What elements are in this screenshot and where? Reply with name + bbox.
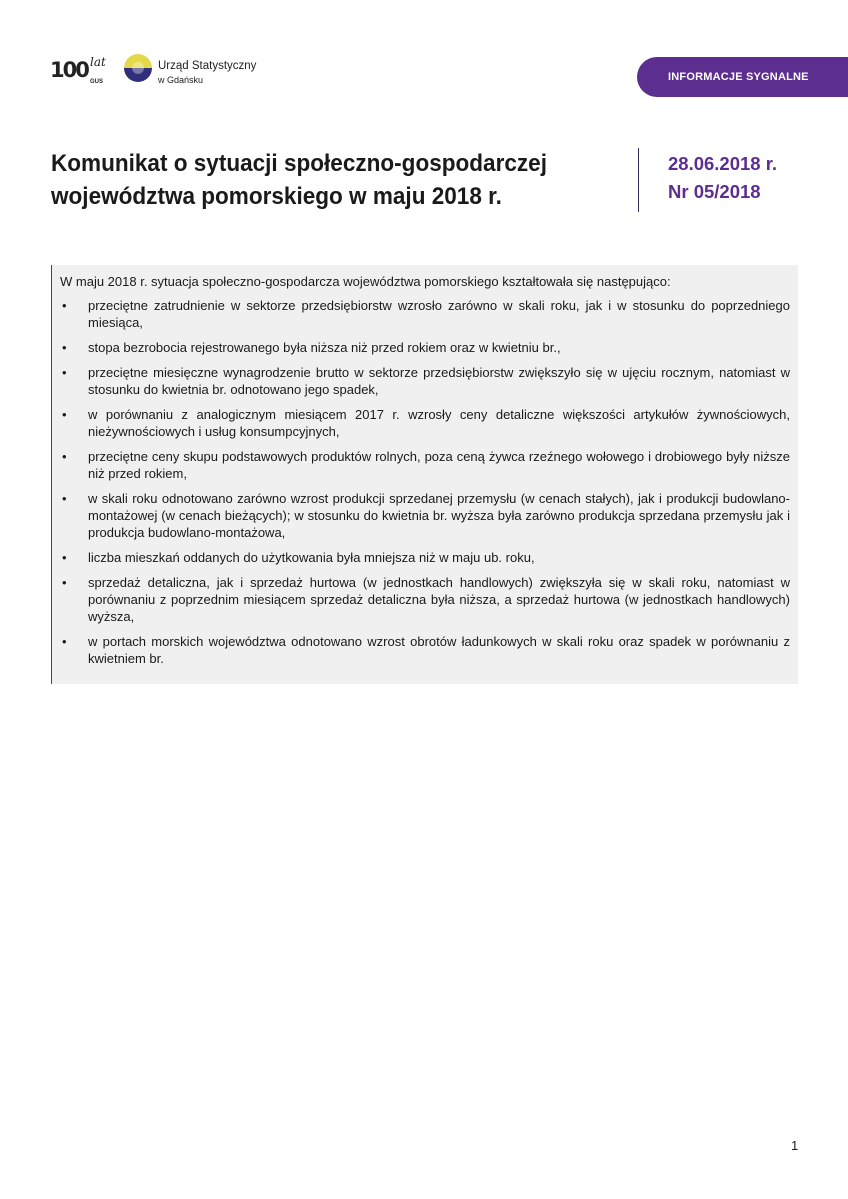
list-item [60, 448, 790, 482]
bullet-icon: • [62, 449, 67, 464]
office-emblem-icon [123, 53, 153, 83]
publication-number: Nr 05/2018 [668, 181, 761, 202]
bullet-icon: • [62, 550, 67, 565]
list-item [60, 574, 790, 625]
list-item [60, 297, 790, 331]
information-type-badge: INFORMACJE SYGNALNE [637, 57, 848, 97]
list-item [60, 490, 790, 541]
office-name: Urząd Statystyczny [158, 60, 257, 72]
title-divider [638, 148, 639, 212]
list-item [60, 549, 790, 566]
page-number: 1 [791, 1138, 799, 1153]
summary-box [51, 265, 798, 684]
document-title [51, 147, 566, 213]
list-item-text: w skali roku odnotowano zarówno wzrost produkcji sprzedanej przemysłu (w cenach stałych), jak i produkcji budowlano-montażowej (w cenach bieżących); w stosunku do kwietnia br. wyższa była zarówno produkcja sprzedana przemysłu jak i produkcja budowlano-montażowa, [88, 491, 790, 540]
publication-date: 28.06.2018 r. [668, 153, 778, 174]
title-line-1: Komunikat o sytuacji społeczno-gospodarczej [51, 150, 547, 177]
title-line-2: województwa pomorskiego w maju 2018 r. [51, 183, 502, 210]
summary-list [60, 297, 790, 667]
publication-info [668, 150, 777, 206]
list-item [60, 339, 790, 356]
bullet-icon: • [62, 575, 67, 590]
bullet-icon: • [62, 340, 67, 355]
office-city: w Gdańsku [158, 75, 204, 85]
bullet-icon: • [62, 298, 67, 313]
logo-lat-text: lat [90, 55, 106, 69]
list-item [60, 364, 790, 398]
list-item-text: liczba mieszkań oddanych do użytkowania była mniejsza niż w maju ub. roku, [88, 550, 535, 565]
list-item [60, 406, 790, 440]
bullet-icon: • [62, 365, 67, 380]
summary-intro: W maju 2018 r. sytuacja społeczno-gospodarcza województwa pomorskiego kształtowała się następująco: [60, 274, 671, 289]
logo-gus-text: GUS [90, 79, 104, 85]
bullet-icon: • [62, 407, 67, 422]
list-item-text: w porównaniu z analogicznym miesiącem 2017 r. wzrosły ceny detaliczne większości artykułów żywnościowych, nieżywnościowych i usług konsumpcyjnych, [88, 407, 790, 439]
list-item-text: sprzedaż detaliczna, jak i sprzedaż hurtowa (w jednostkach handlowych) zwiększyła się w skali roku, natomiast w porównaniu z poprzednim miesiącem sprzedaż detaliczna była niższa, a sprzedaż hurtowa (w jednostkach handlowych) wyższa, [88, 575, 790, 624]
list-item-text: w portach morskich województwa odnotowano wzrost obrotów ładunkowych w skali roku oraz spadek w porównaniu z kwietniem br. [88, 634, 790, 666]
list-item-text: przeciętne zatrudnienie w sektorze przedsiębiorstw wzrosło zarówno w skali roku, jak i w stosunku do poprzedniego miesiąca, [88, 298, 790, 330]
gus-logo [50, 52, 280, 92]
bullet-icon: • [62, 491, 67, 506]
list-item [60, 633, 790, 667]
list-item-text: przeciętne miesięczne wynagrodzenie brutto w sektorze przedsiębiorstw zwiększyło się w ujęciu rocznym, natomiast w stosunku do kwietnia br. odnotowano jego spadek, [88, 365, 790, 397]
list-item-text: przeciętne ceny skupu podstawowych produktów rolnych, poza ceną żywca rzeźnego wołowego i drobiowego były niższe niż przed rokiem, [88, 449, 790, 481]
list-item-text: stopa bezrobocia rejestrowanego była niższa niż przed rokiem oraz w kwietniu br., [88, 340, 561, 355]
bullet-icon: • [62, 634, 67, 649]
logo-100-text: 100 [50, 58, 88, 82]
